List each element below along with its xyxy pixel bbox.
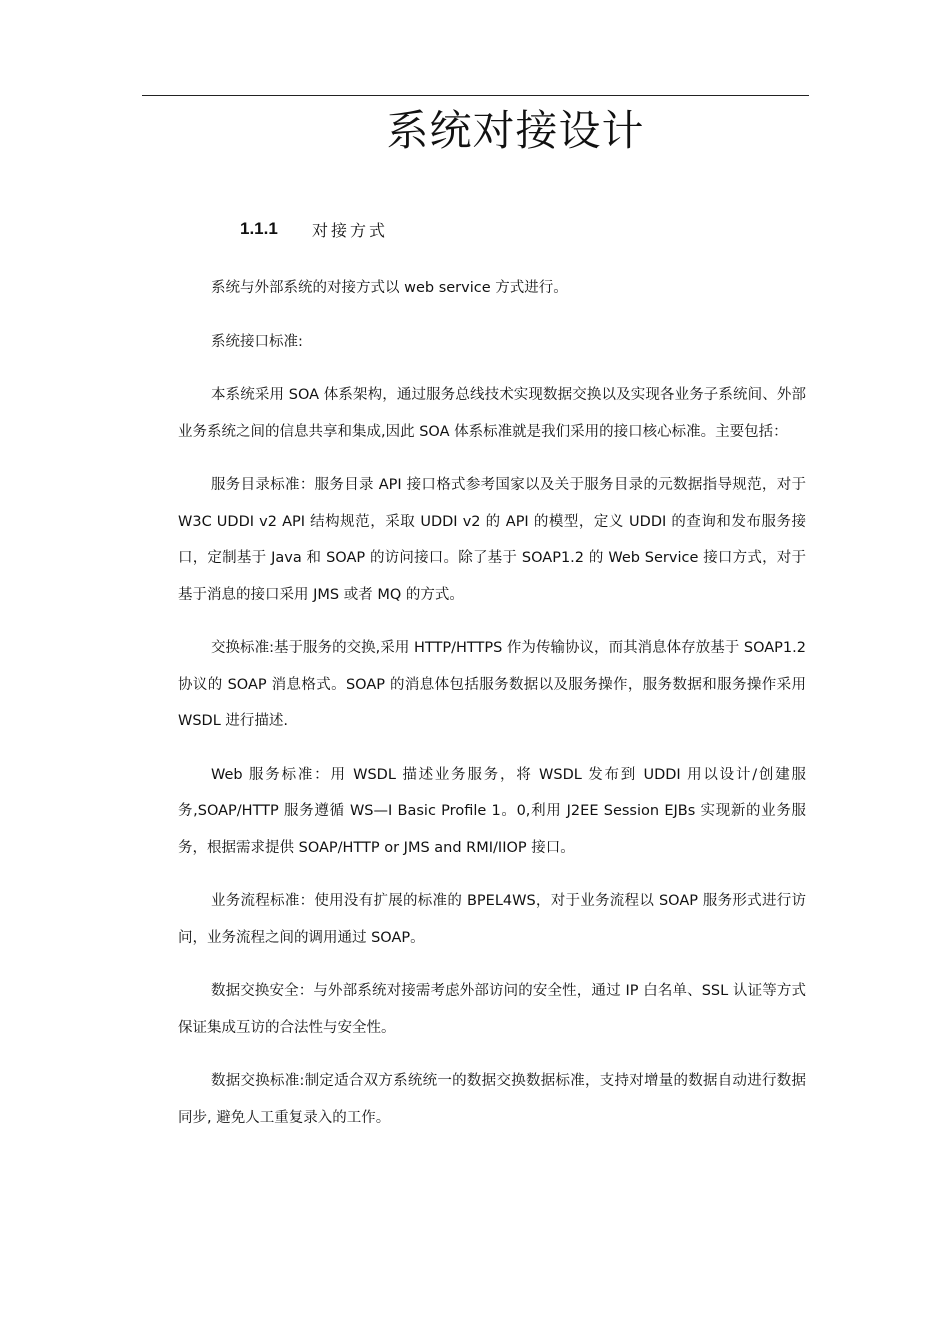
paragraph-exchange-standard: 交换标准:基于服务的交换,采用 HTTP/HTTPS 作为传输协议，而其消息体存放基于 SOAP1.2 协议的 SOAP 消息格式。SOAP 的消息体包括服务数据以及服务操作，服务数据和服务操作采用 WSDL 进行描述. [178,640,806,729]
document-title: 系统对接设计 [386,106,645,155]
paragraph-soa: 本系统采用 SOA 体系架构，通过服务总线技术实现数据交换以及实现各业务子系统间、外部业务系统之间的信息共享和集成,因此 SOA 体系标准就是我们采用的接口核心标准。主要包括： [178,387,806,440]
section-number: 1.1.1 [240,219,278,238]
section-title: 对接方式 [312,220,389,240]
paragraph-business-process: 业务流程标准：使用没有扩展的标准的 BPEL4WS，对于业务流程以 SOAP 服务形式进行访问，业务流程之间的调用通过 SOAP。 [178,893,806,946]
paragraph-intro: 系统与外部系统的对接方式以 web service 方式进行。 [211,280,568,296]
paragraph-data-exchange-standard: 数据交换标准:制定适合双方系统统一的数据交换数据标准，支持对增量的数据自动进行数据同步, 避免人工重复录入的工作。 [178,1073,806,1126]
body-content [178,270,806,1136]
paragraph-exchange-security: 数据交换安全：与外部系统对接需考虑外部访问的安全性，通过 IP 白名单、SSL 认证等方式保证集成互访的合法性与安全性。 [178,983,806,1036]
paragraph-web-service-standard: Web 服务标准：用 WSDL 描述业务服务，将 WSDL 发布到 UDDI 用以设计/创建服务,SOAP/HTTP 服务遵循 WS—I Basic Profile 1。0,利用 J2EE Session EJBs 实现新的业务服务，根据需求提供 SOAP/HTTP or JMS and RMI/IIOP 接口。 [178,766,806,856]
header-rule [142,95,809,96]
section-heading [240,215,388,243]
paragraph-interface-standard: 系统接口标准: [211,333,303,350]
paragraph-service-directory: 服务目录标准：服务目录 API 接口格式参考国家以及关于服务目录的元数据指导规范，对于 W3C UDDI v2 API 结构规范，采取 UDDI v2 的 API 的模型，定义 UDDI 的查询和发布服务接口，定制基于 Java 和 SOAP 的访问接口。除了基于 SOAP1.2 的 Web Service 接口方式，对于基于消息的接口采用 JMS 或者 MQ 的方式。 [178,477,806,603]
